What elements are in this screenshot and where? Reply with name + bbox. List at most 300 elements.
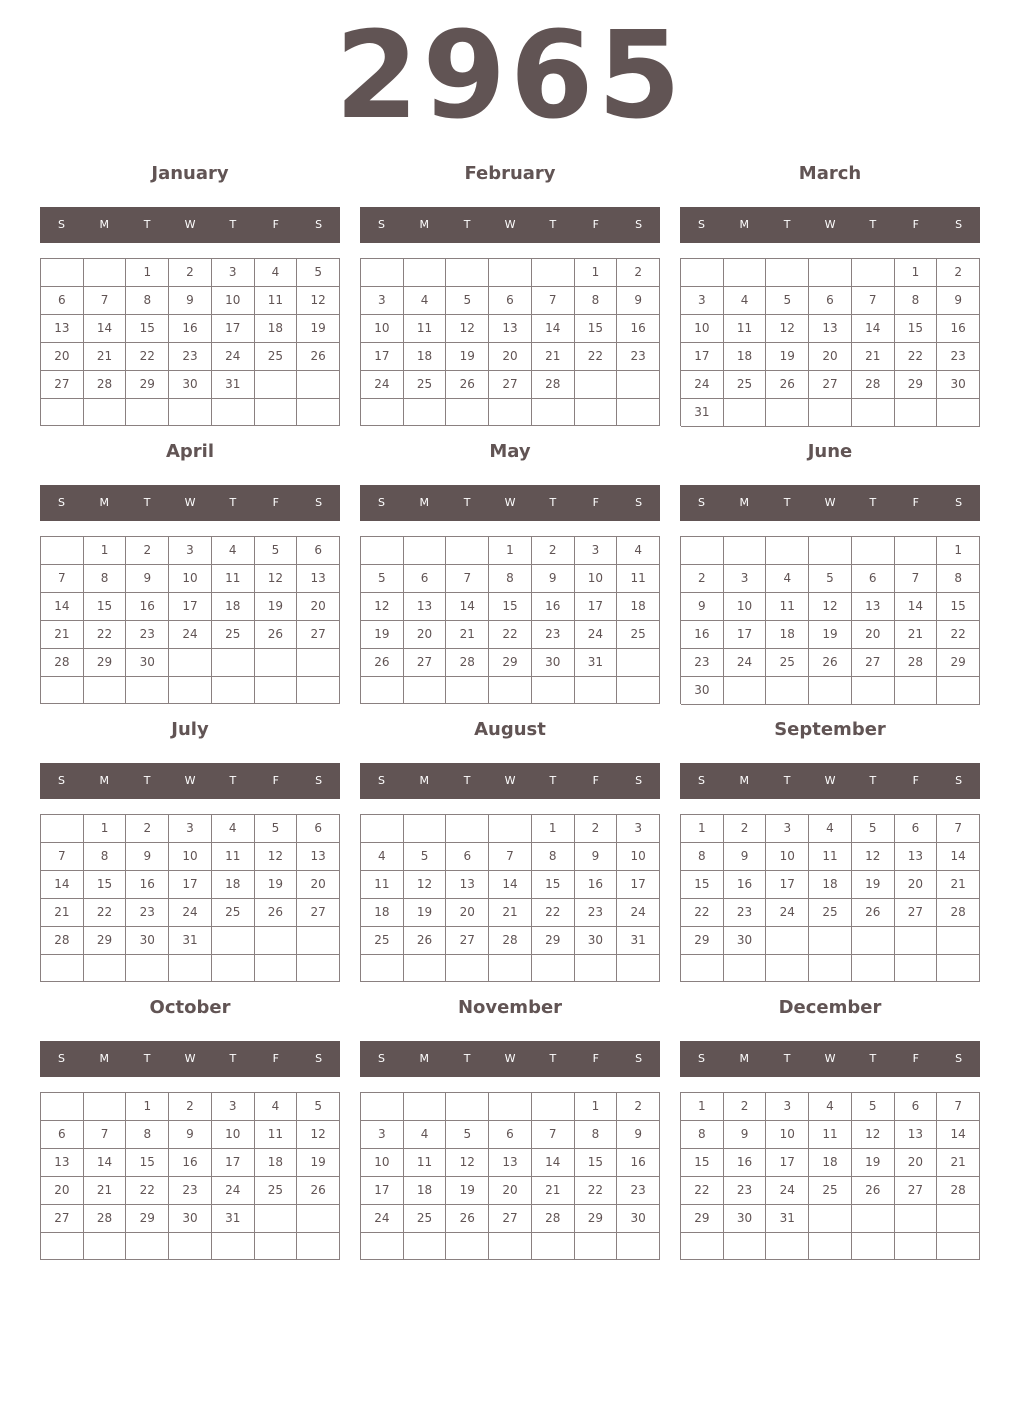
day-cell: 5	[809, 565, 852, 593]
day-cell: 19	[766, 343, 809, 371]
empty-day-cell	[852, 399, 895, 427]
empty-day-cell	[724, 677, 767, 705]
day-cell: 2	[617, 1093, 660, 1121]
weekday-label: M	[99, 496, 110, 509]
day-cell: 27	[41, 1205, 84, 1233]
weekday-label: M	[739, 496, 750, 509]
day-cell: 11	[212, 843, 255, 871]
day-cell: 13	[297, 565, 340, 593]
day-cell: 26	[255, 621, 298, 649]
empty-day-cell	[169, 1233, 212, 1260]
day-cell: 23	[575, 899, 618, 927]
weekday-header	[360, 1041, 660, 1077]
empty-day-cell	[681, 1233, 724, 1260]
empty-day-cell	[766, 259, 809, 287]
day-cell: 24	[361, 1205, 404, 1233]
weekday-label: W	[824, 218, 836, 231]
empty-day-cell	[852, 1205, 895, 1233]
day-cell: 13	[852, 593, 895, 621]
day-cell: 12	[852, 1121, 895, 1149]
day-cell: 25	[255, 1177, 298, 1205]
empty-day-cell	[297, 371, 340, 399]
day-cell: 8	[532, 843, 575, 871]
empty-day-cell	[169, 677, 212, 704]
empty-day-cell	[404, 677, 447, 704]
empty-day-cell	[404, 537, 447, 565]
day-cell: 5	[852, 1093, 895, 1121]
day-cell: 15	[126, 1149, 169, 1177]
weekday-label: T	[463, 1052, 471, 1065]
weekday-label: S	[315, 774, 323, 787]
day-cell: 5	[446, 287, 489, 315]
weekday-label: S	[57, 496, 65, 509]
empty-day-cell	[297, 1233, 340, 1260]
day-cell: 29	[489, 649, 532, 677]
day-cell: 24	[575, 621, 618, 649]
empty-day-cell	[212, 399, 255, 426]
day-cell: 22	[895, 343, 938, 371]
empty-day-cell	[404, 955, 447, 982]
day-cell: 14	[489, 871, 532, 899]
empty-day-cell	[41, 1233, 84, 1260]
empty-day-cell	[937, 955, 980, 982]
day-cell: 23	[681, 649, 724, 677]
day-cell: 9	[617, 1121, 660, 1149]
empty-day-cell	[809, 677, 852, 705]
day-cell: 17	[617, 871, 660, 899]
empty-day-cell	[617, 677, 660, 704]
day-cell: 22	[84, 899, 127, 927]
weekday-label: T	[783, 496, 791, 509]
day-cell: 7	[84, 1121, 127, 1149]
day-cell: 16	[169, 1149, 212, 1177]
day-cell: 12	[297, 287, 340, 315]
day-cell: 27	[297, 899, 340, 927]
day-cell: 8	[575, 287, 618, 315]
weekday-label: S	[377, 496, 385, 509]
weekday-label: F	[272, 774, 279, 787]
day-cell: 30	[126, 649, 169, 677]
day-cell: 17	[169, 593, 212, 621]
weekday-label: F	[592, 774, 599, 787]
day-cell: 2	[126, 815, 169, 843]
weekday-label: T	[549, 496, 557, 509]
weekday-label: W	[824, 774, 836, 787]
day-cell: 27	[41, 371, 84, 399]
day-cell: 31	[766, 1205, 809, 1233]
day-cell: 30	[169, 371, 212, 399]
day-cell: 17	[681, 343, 724, 371]
day-cell: 21	[852, 343, 895, 371]
day-cell: 27	[852, 649, 895, 677]
day-cell: 12	[852, 843, 895, 871]
day-cell: 30	[937, 371, 980, 399]
empty-day-cell	[724, 1233, 767, 1260]
weekday-label: F	[912, 496, 919, 509]
day-cell: 18	[361, 899, 404, 927]
weekday-label: T	[869, 218, 877, 231]
empty-day-cell	[41, 1093, 84, 1121]
month-title: March	[798, 163, 862, 184]
empty-day-cell	[895, 537, 938, 565]
day-cell: 7	[84, 287, 127, 315]
day-cell: 16	[532, 593, 575, 621]
day-cell: 2	[126, 537, 169, 565]
weekday-header	[360, 485, 660, 521]
day-cell: 30	[532, 649, 575, 677]
empty-day-cell	[532, 259, 575, 287]
day-grid	[680, 258, 980, 426]
day-cell: 28	[937, 899, 980, 927]
weekday-label: M	[739, 774, 750, 787]
day-cell: 14	[937, 1121, 980, 1149]
empty-day-cell	[895, 955, 938, 982]
empty-day-cell	[724, 259, 767, 287]
day-cell: 8	[126, 287, 169, 315]
weekday-label: T	[869, 1052, 877, 1065]
weekday-label: M	[99, 1052, 110, 1065]
weekday-label: S	[697, 218, 705, 231]
day-cell: 19	[809, 621, 852, 649]
day-cell: 10	[361, 315, 404, 343]
day-cell: 24	[169, 621, 212, 649]
weekday-label: W	[504, 218, 516, 231]
day-cell: 18	[766, 621, 809, 649]
weekday-label: T	[783, 218, 791, 231]
day-cell: 15	[937, 593, 980, 621]
day-cell: 23	[617, 1177, 660, 1205]
day-cell: 14	[84, 315, 127, 343]
weekday-label: M	[419, 496, 430, 509]
empty-day-cell	[255, 371, 298, 399]
empty-day-cell	[297, 399, 340, 426]
empty-day-cell	[84, 259, 127, 287]
day-cell: 15	[84, 871, 127, 899]
day-cell: 12	[361, 593, 404, 621]
empty-day-cell	[852, 927, 895, 955]
empty-day-cell	[446, 259, 489, 287]
empty-day-cell	[766, 537, 809, 565]
weekday-label: S	[377, 1052, 385, 1065]
weekday-label: M	[419, 1052, 430, 1065]
day-cell: 20	[41, 1177, 84, 1205]
weekday-label: W	[184, 1052, 196, 1065]
empty-day-cell	[361, 537, 404, 565]
day-cell: 22	[126, 343, 169, 371]
day-cell: 27	[895, 899, 938, 927]
day-grid	[360, 814, 660, 982]
day-cell: 27	[297, 621, 340, 649]
day-cell: 22	[575, 1177, 618, 1205]
day-cell: 29	[681, 927, 724, 955]
empty-day-cell	[532, 677, 575, 704]
empty-day-cell	[126, 1233, 169, 1260]
day-cell: 24	[766, 1177, 809, 1205]
day-cell: 6	[895, 815, 938, 843]
empty-day-cell	[41, 955, 84, 982]
empty-day-cell	[937, 927, 980, 955]
weekday-label: F	[912, 218, 919, 231]
day-cell: 27	[809, 371, 852, 399]
day-cell: 13	[489, 1149, 532, 1177]
day-cell: 22	[681, 1177, 724, 1205]
month-title: April	[165, 441, 215, 462]
day-grid	[360, 536, 660, 704]
weekday-header	[40, 1041, 340, 1077]
weekday-label: T	[463, 774, 471, 787]
day-cell: 28	[446, 649, 489, 677]
weekday-header	[680, 207, 980, 243]
day-cell: 10	[681, 315, 724, 343]
day-cell: 1	[489, 537, 532, 565]
day-cell: 15	[895, 315, 938, 343]
day-cell: 5	[404, 843, 447, 871]
day-cell: 21	[895, 621, 938, 649]
day-cell: 4	[255, 259, 298, 287]
day-cell: 30	[681, 677, 724, 705]
day-cell: 8	[126, 1121, 169, 1149]
day-cell: 2	[532, 537, 575, 565]
day-cell: 23	[126, 899, 169, 927]
day-cell: 7	[895, 565, 938, 593]
empty-day-cell	[617, 371, 660, 399]
day-cell: 15	[84, 593, 127, 621]
day-cell: 17	[724, 621, 767, 649]
day-cell: 23	[724, 899, 767, 927]
day-cell: 4	[212, 815, 255, 843]
day-cell: 22	[84, 621, 127, 649]
empty-day-cell	[937, 677, 980, 705]
day-cell: 18	[617, 593, 660, 621]
day-cell: 3	[575, 537, 618, 565]
day-cell: 31	[169, 927, 212, 955]
weekday-label: S	[635, 496, 643, 509]
day-cell: 3	[212, 259, 255, 287]
day-cell: 28	[41, 649, 84, 677]
day-cell: 8	[937, 565, 980, 593]
empty-day-cell	[212, 677, 255, 704]
day-cell: 28	[84, 1205, 127, 1233]
weekday-label: T	[143, 1052, 151, 1065]
empty-day-cell	[446, 1093, 489, 1121]
weekday-label: T	[143, 218, 151, 231]
day-cell: 11	[361, 871, 404, 899]
weekday-label: W	[824, 496, 836, 509]
empty-day-cell	[681, 955, 724, 982]
day-cell: 8	[489, 565, 532, 593]
day-cell: 5	[361, 565, 404, 593]
day-cell: 16	[575, 871, 618, 899]
empty-day-cell	[681, 259, 724, 287]
day-cell: 7	[41, 843, 84, 871]
day-grid	[680, 536, 980, 704]
day-cell: 12	[255, 843, 298, 871]
day-cell: 17	[169, 871, 212, 899]
day-cell: 5	[297, 1093, 340, 1121]
day-cell: 3	[766, 1093, 809, 1121]
day-cell: 31	[212, 1205, 255, 1233]
day-cell: 25	[617, 621, 660, 649]
empty-day-cell	[852, 677, 895, 705]
day-cell: 9	[126, 565, 169, 593]
day-cell: 17	[575, 593, 618, 621]
day-cell: 17	[361, 1177, 404, 1205]
empty-day-cell	[532, 955, 575, 982]
weekday-header	[40, 485, 340, 521]
day-cell: 17	[766, 1149, 809, 1177]
weekday-label: F	[592, 218, 599, 231]
day-cell: 2	[169, 1093, 212, 1121]
weekday-label: M	[739, 218, 750, 231]
day-cell: 9	[169, 1121, 212, 1149]
empty-day-cell	[361, 815, 404, 843]
day-cell: 12	[766, 315, 809, 343]
day-cell: 25	[212, 621, 255, 649]
empty-day-cell	[41, 259, 84, 287]
day-cell: 12	[446, 1149, 489, 1177]
day-cell: 6	[404, 565, 447, 593]
day-cell: 10	[766, 1121, 809, 1149]
day-cell: 1	[84, 815, 127, 843]
day-cell: 22	[575, 343, 618, 371]
day-cell: 20	[852, 621, 895, 649]
empty-day-cell	[404, 815, 447, 843]
empty-day-cell	[532, 399, 575, 426]
month-title: May	[489, 441, 531, 462]
day-cell: 20	[41, 343, 84, 371]
day-cell: 30	[724, 1205, 767, 1233]
empty-day-cell	[41, 677, 84, 704]
weekday-header	[360, 763, 660, 799]
weekday-label: T	[549, 1052, 557, 1065]
day-cell: 1	[681, 1093, 724, 1121]
day-cell: 21	[41, 899, 84, 927]
day-cell: 13	[297, 843, 340, 871]
weekday-label: T	[549, 218, 557, 231]
month-title: July	[171, 719, 209, 740]
day-cell: 18	[255, 1149, 298, 1177]
empty-day-cell	[617, 1233, 660, 1260]
day-cell: 8	[681, 843, 724, 871]
day-cell: 19	[446, 343, 489, 371]
weekday-label: S	[57, 218, 65, 231]
day-cell: 6	[297, 815, 340, 843]
weekday-label: S	[377, 774, 385, 787]
day-cell: 28	[852, 371, 895, 399]
empty-day-cell	[809, 955, 852, 982]
day-cell: 19	[361, 621, 404, 649]
day-cell: 17	[766, 871, 809, 899]
day-cell: 26	[297, 343, 340, 371]
day-cell: 10	[212, 1121, 255, 1149]
empty-day-cell	[617, 649, 660, 677]
empty-day-cell	[361, 1233, 404, 1260]
empty-day-cell	[297, 1205, 340, 1233]
day-cell: 15	[126, 315, 169, 343]
day-cell: 3	[169, 537, 212, 565]
day-cell: 6	[895, 1093, 938, 1121]
month-title: December	[778, 997, 882, 1018]
day-cell: 4	[404, 287, 447, 315]
day-cell: 10	[361, 1149, 404, 1177]
day-cell: 6	[489, 1121, 532, 1149]
empty-day-cell	[169, 955, 212, 982]
day-cell: 11	[766, 593, 809, 621]
day-cell: 4	[255, 1093, 298, 1121]
day-cell: 23	[724, 1177, 767, 1205]
empty-day-cell	[361, 399, 404, 426]
day-cell: 21	[489, 899, 532, 927]
empty-day-cell	[575, 955, 618, 982]
day-cell: 11	[255, 287, 298, 315]
day-cell: 11	[724, 315, 767, 343]
day-cell: 18	[404, 343, 447, 371]
weekday-label: M	[739, 1052, 750, 1065]
day-cell: 26	[361, 649, 404, 677]
day-cell: 7	[532, 287, 575, 315]
empty-day-cell	[766, 1233, 809, 1260]
day-cell: 26	[809, 649, 852, 677]
weekday-label: M	[99, 218, 110, 231]
day-cell: 18	[404, 1177, 447, 1205]
day-cell: 18	[724, 343, 767, 371]
day-cell: 22	[489, 621, 532, 649]
empty-day-cell	[852, 1233, 895, 1260]
day-cell: 5	[255, 815, 298, 843]
day-cell: 16	[617, 315, 660, 343]
day-cell: 4	[617, 537, 660, 565]
day-cell: 16	[169, 315, 212, 343]
day-cell: 22	[937, 621, 980, 649]
day-cell: 10	[617, 843, 660, 871]
day-cell: 7	[852, 287, 895, 315]
weekday-label: T	[143, 496, 151, 509]
day-cell: 25	[212, 899, 255, 927]
empty-day-cell	[766, 927, 809, 955]
day-cell: 16	[724, 1149, 767, 1177]
day-grid	[40, 536, 340, 704]
weekday-header	[680, 1041, 980, 1077]
day-cell: 8	[84, 565, 127, 593]
day-cell: 26	[297, 1177, 340, 1205]
day-cell: 3	[169, 815, 212, 843]
day-cell: 4	[361, 843, 404, 871]
day-cell: 29	[84, 927, 127, 955]
day-cell: 13	[895, 1121, 938, 1149]
day-cell: 11	[809, 843, 852, 871]
weekday-label: W	[824, 1052, 836, 1065]
empty-day-cell	[212, 955, 255, 982]
day-cell: 20	[489, 343, 532, 371]
day-cell: 6	[41, 287, 84, 315]
day-cell: 13	[41, 315, 84, 343]
day-cell: 17	[212, 315, 255, 343]
empty-day-cell	[255, 1233, 298, 1260]
day-cell: 9	[617, 287, 660, 315]
empty-day-cell	[809, 259, 852, 287]
day-cell: 20	[297, 593, 340, 621]
weekday-label: S	[697, 496, 705, 509]
day-cell: 12	[404, 871, 447, 899]
day-cell: 23	[937, 343, 980, 371]
empty-day-cell	[852, 537, 895, 565]
day-cell: 23	[617, 343, 660, 371]
empty-day-cell	[809, 927, 852, 955]
day-cell: 21	[446, 621, 489, 649]
empty-day-cell	[297, 955, 340, 982]
day-cell: 29	[937, 649, 980, 677]
day-cell: 1	[126, 259, 169, 287]
